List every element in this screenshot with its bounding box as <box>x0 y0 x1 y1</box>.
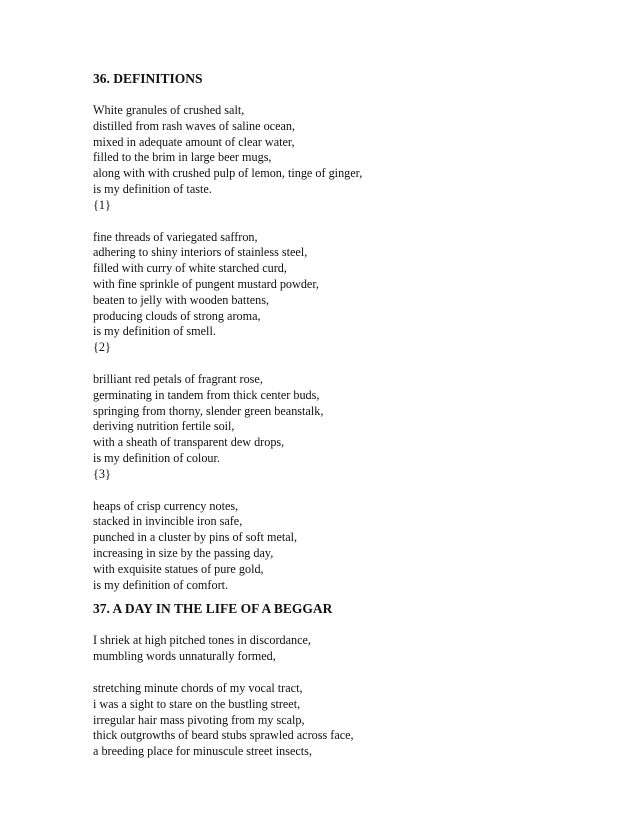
stanza-number: {3} <box>93 466 111 481</box>
poem-line: with exquisite statues of pure gold, <box>93 561 264 576</box>
poem-line: along with with crushed pulp of lemon, tinge of ginger, <box>93 166 363 181</box>
poem-line: fine threads of variegated saffron, <box>93 229 258 244</box>
poem-line: producing clouds of strong aroma, <box>93 308 261 323</box>
poem-line: heaps of crisp currency notes, <box>93 498 239 513</box>
poem-line: is my definition of smell. <box>93 324 216 339</box>
poem-section-37 <box>93 601 593 760</box>
poem-title: 36. DEFINITIONS <box>93 71 203 86</box>
poem-line: mixed in adequate amount of clear water, <box>93 134 295 149</box>
poem-line: with fine sprinkle of pungent mustard powder, <box>93 276 319 291</box>
poem-line: filled to the brim in large beer mugs, <box>93 150 272 165</box>
poem-section-36 <box>93 71 593 593</box>
stanza-number: {2} <box>93 340 111 355</box>
poem-line: filled with curry of white starched curd, <box>93 261 287 276</box>
poem-line: stretching minute chords of my vocal tract, <box>93 680 303 695</box>
poem-line: is my definition of comfort. <box>93 577 229 592</box>
poem-line: irregular hair mass pivoting from my scalp, <box>93 712 305 727</box>
stanza-3 <box>93 372 593 483</box>
poem-line: distilled from rash waves of saline ocean, <box>93 118 296 133</box>
poem-line: adhering to shiny interiors of stainless steel, <box>93 245 308 260</box>
stanza-number: {1} <box>93 197 111 212</box>
poem-line: is my definition of colour. <box>93 450 220 465</box>
poem-line: increasing in size by the passing day, <box>93 545 274 560</box>
poem-line: germinating in tandem from thick center buds, <box>93 387 320 402</box>
stanza-4 <box>93 499 593 594</box>
poem-line: brilliant red petals of fragrant rose, <box>93 371 263 386</box>
poem-line: a breeding place for minuscule street insects, <box>93 744 312 759</box>
poem-line: springing from thorny, slender green beanstalk, <box>93 403 324 418</box>
document-page <box>93 68 593 760</box>
poem-line: i was a sight to stare on the bustling street, <box>93 696 301 711</box>
stanza-1 <box>93 633 593 665</box>
poem-line: stacked in invincible iron safe, <box>93 514 243 529</box>
poem-line: thick outgrowths of beard stubs sprawled across face, <box>93 728 354 743</box>
poem-title: 37. A DAY IN THE LIFE OF A BEGGAR <box>93 601 333 617</box>
poem-line: punched in a cluster by pins of soft metal, <box>93 530 298 545</box>
stanza-1 <box>93 103 593 214</box>
stanza-2 <box>93 681 593 760</box>
poem-line: beaten to jelly with wooden battens, <box>93 292 269 307</box>
poem-line: I shriek at high pitched tones in discordance, <box>93 633 311 648</box>
poem-line: is my definition of taste. <box>93 181 212 196</box>
poem-line: with a sheath of transparent dew drops, <box>93 435 285 450</box>
poem-line: deriving nutrition fertile soil, <box>93 419 235 434</box>
poem-line: mumbling words unnaturally formed, <box>93 649 276 664</box>
stanza-2 <box>93 230 593 356</box>
poem-line: White granules of crushed salt, <box>93 103 245 117</box>
